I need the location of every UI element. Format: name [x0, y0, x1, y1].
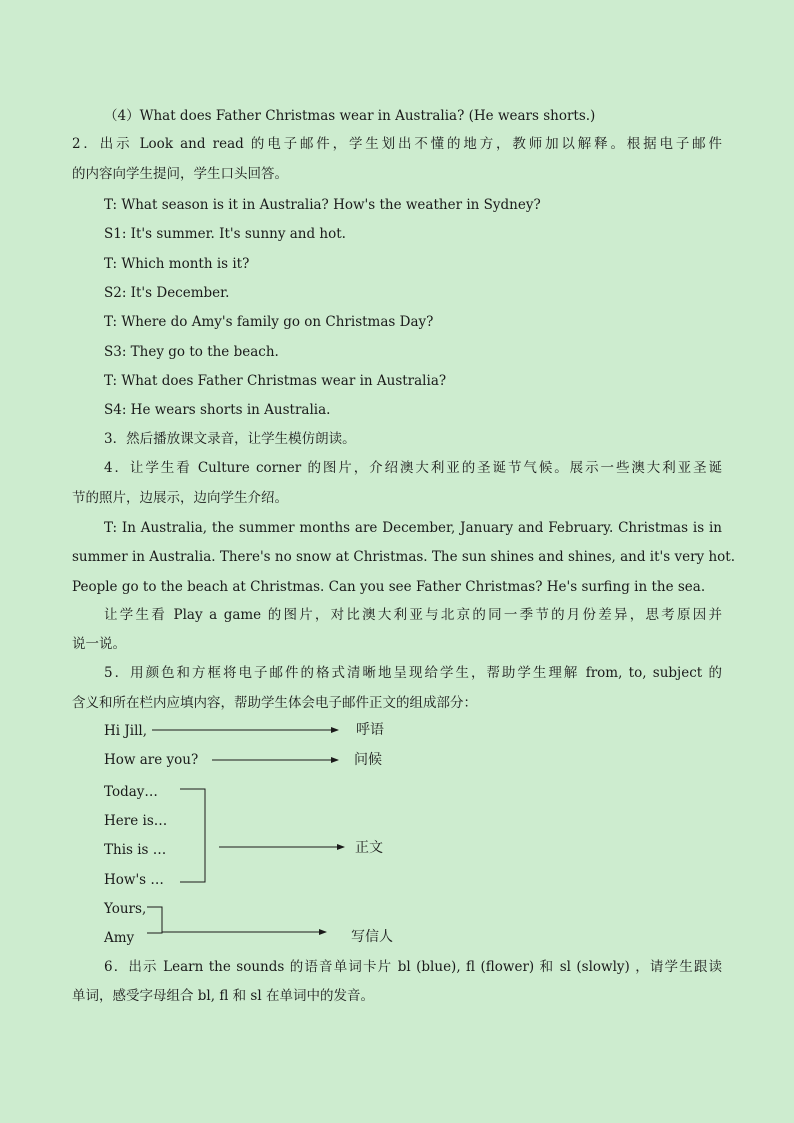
- dialogue-line: T: Where do Amy's family go on Christmas Day?: [104, 314, 434, 330]
- body-line: This is …: [104, 842, 167, 858]
- body-line: Here is…: [104, 813, 168, 829]
- dialogue-line: S4: He wears shorts in Australia.: [104, 402, 331, 418]
- greeting-text: Hi Jill,: [104, 723, 148, 739]
- regards-label: 问候: [354, 752, 382, 768]
- dialogue-line: T: What season is it in Australia? How's the weather in Sydney?: [104, 197, 541, 213]
- signer-label: 写信人: [351, 929, 393, 945]
- step-5-text: 5．用颜色和方框将电子邮件的格式清晰地呈现给学生，帮助学生理解 from, to, subject 的: [104, 665, 722, 681]
- body-label: 正文: [355, 840, 383, 856]
- body-line: Today…: [104, 784, 158, 800]
- regards-text: How are you?: [104, 752, 199, 768]
- dialogue-line: S1: It's summer. It's sunny and hot.: [104, 226, 346, 242]
- closing-text: Yours,: [104, 901, 147, 917]
- step-5-text-cont: 含义和所在栏内应填内容，帮助学生体会电子邮件正文的组成部分：: [72, 695, 477, 711]
- signer-bracket: [147, 907, 162, 933]
- dialogue-line: S2: It's December.: [104, 285, 230, 301]
- teacher-talk-line: summer in Australia. There's no snow at Christmas. The sun shines and shines, and it's very hot.: [72, 549, 735, 565]
- signer-text: Amy: [104, 930, 135, 946]
- body-bracket: [180, 789, 205, 882]
- step-4-text-cont: 节的照片，边展示，边向学生介绍。: [72, 490, 288, 506]
- dialogue-line: S3: They go to the beach.: [104, 344, 279, 360]
- step-2-text: 2．出示 Look and read 的电子邮件，学生划出不懂的地方，教师加以解释。根据电子邮件: [72, 136, 722, 152]
- step-4-game-text: 让学生看 Play a game 的图片，对比澳大利亚与北京的同一季节的月份差异，思考原因并: [104, 607, 722, 623]
- dialogue-line: T: What does Father Christmas wear in Australia?: [104, 373, 447, 389]
- greeting-label: 呼语: [356, 722, 384, 738]
- step-6-text: 6．出示 Learn the sounds 的语音单词卡片 bl (blue), fl (flower) 和 sl (slowly) ，请学生跟读: [104, 959, 722, 975]
- step-4-text: 4．让学生看 Culture corner 的图片，介绍澳大利亚的圣诞节气候。展示一些澳大利亚圣诞: [104, 460, 722, 476]
- step-3-text: 3．然后播放课文录音，让学生模仿朗读。: [104, 431, 356, 447]
- teacher-talk-line: T: In Australia, the summer months are December, January and February. Christmas is in: [104, 520, 722, 536]
- step-2-text-cont: 的内容向学生提问，学生口头回答。: [72, 166, 288, 182]
- teacher-talk-line: People go to the beach at Christmas. Can you see Father Christmas? He's surfing in the sea.: [72, 579, 706, 595]
- dialogue-line: T: Which month is it?: [104, 256, 250, 272]
- body-line: How's …: [104, 872, 164, 888]
- question-4: （4）What does Father Christmas wear in Australia? (He wears shorts.): [104, 108, 596, 124]
- step-4-game-text-cont: 说一说。: [72, 636, 126, 652]
- step-6-text-cont: 单词，感受字母组合 bl, fl 和 sl 在单词中的发音。: [72, 988, 374, 1004]
